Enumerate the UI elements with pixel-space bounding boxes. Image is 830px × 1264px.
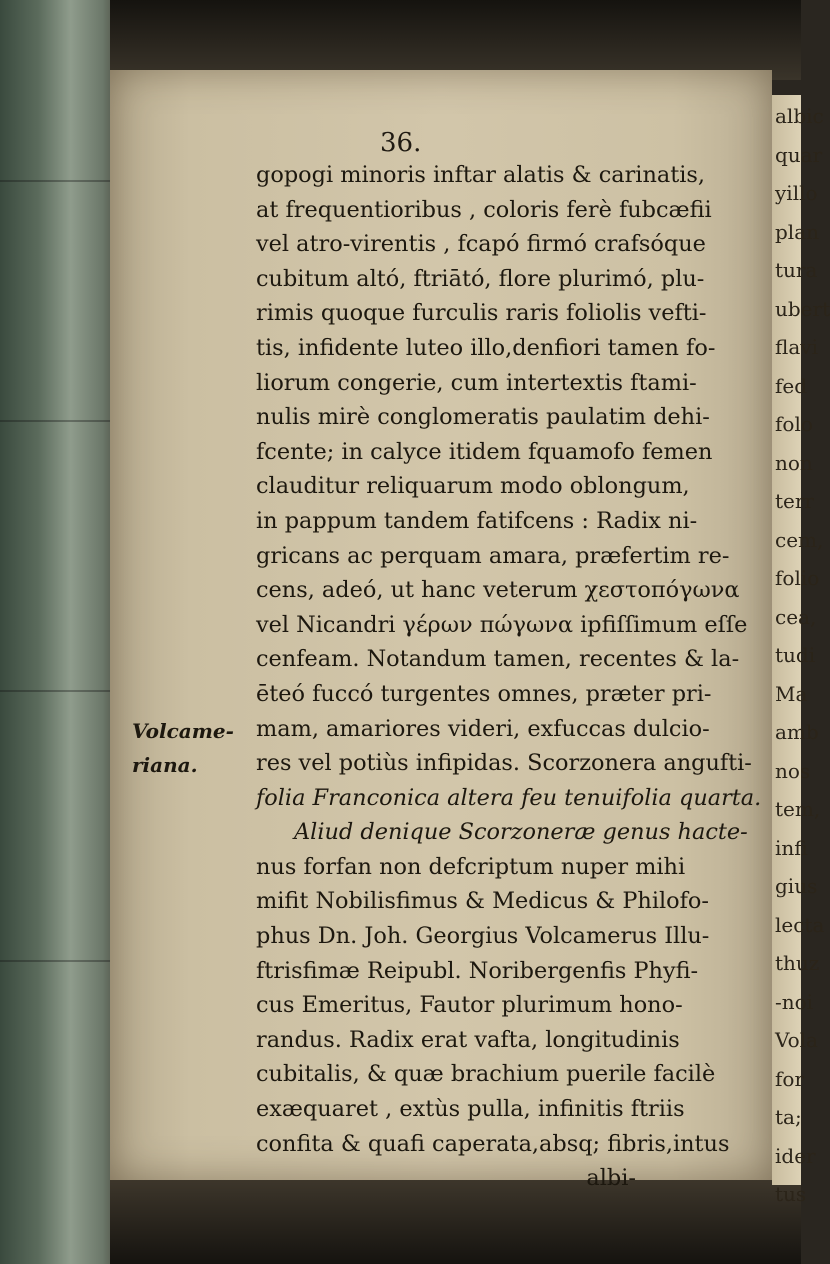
facing-page-fragments (772, 95, 830, 1214)
facing-page-fragment: ta; (775, 1105, 802, 1129)
text-line: rimis quoque furculis raris foliolis vefti- (256, 300, 707, 327)
marginal-note-line: Volcame- (132, 719, 234, 743)
facing-page-fragment: tura (775, 258, 818, 282)
facing-page-fragment: non (775, 450, 813, 475)
facing-page-fragment: tus (775, 1182, 807, 1206)
text-line: Aliud denique Scorzoneræ genus hacte- (294, 819, 748, 846)
body-text (256, 158, 762, 1196)
facing-page-fragment: terr (775, 489, 814, 513)
text-line: cubitum altó, ftriātó, flore plurimó, plu- (256, 265, 705, 292)
facing-page-fragment: -noi (775, 989, 814, 1014)
top-shadow (110, 0, 801, 80)
facing-page-fragment: Ma (775, 681, 808, 706)
facing-page-fragment: gius (775, 874, 818, 898)
text-line: cens, adeó, ut hanc veterum χεστοπόγωνα (256, 577, 740, 604)
text-line: ftrisfimæ Reipubl. Noribergenfis Phyfi- (256, 957, 699, 984)
text-line: gricans ac perquam amara, præfertim re- (256, 542, 730, 569)
text-line: fcente; in calyce itidem fquamofo femen (256, 438, 713, 465)
facing-page-fragment: ubert (775, 296, 830, 321)
text-line: in pappum tandem fatifcens : Radix ni- (256, 507, 698, 534)
facing-page-fragment: infi (775, 835, 808, 860)
catchword: albi- (586, 1165, 636, 1192)
facing-page-fragment: for (775, 1066, 805, 1091)
facing-page-fragment: cea, (775, 604, 817, 629)
text-line: vel Nicandri γέρων πώγωνα ipfiſſimum eſſe (256, 611, 748, 638)
text-line: phus Dn. Joh. Georgius Volcamerus Illu- (256, 923, 710, 950)
facing-page-fragment: quar (775, 142, 823, 167)
facing-page-fragment: folo (775, 412, 813, 436)
facing-page-fragment: lecta (775, 912, 825, 937)
facing-page-fragment: nos (775, 758, 811, 783)
text-line: res vel potiùs infipidas. Scorzonera angufti- (256, 750, 752, 777)
text-line: confita & quafi caperata,absq; fibris,intus (256, 1130, 730, 1157)
facing-page-fragment: thuz (775, 951, 820, 975)
text-line: at frequentioribus , coloris ferè fubcæfii (256, 196, 712, 223)
facing-page-fragment: fed (775, 373, 808, 398)
text-line: mifit Nobilisfimus & Medicus & Philofo- (256, 888, 709, 915)
facing-page-fragment: albic (775, 104, 824, 128)
text-line: vel atro-virentis , fcapó firmó crafsóque (256, 231, 706, 258)
text-line: nulis mirè conglomeratis paulatim dehi- (256, 404, 710, 431)
text-line: clauditur reliquarum modo oblongum, (256, 473, 690, 500)
facing-page-fragment: amb (775, 720, 819, 744)
facing-page-fragment: ider (775, 1143, 816, 1168)
facing-page-fragment: tem, (775, 797, 821, 821)
text-line: exæquaret , extùs pulla, infinitis ftriis (256, 1096, 685, 1123)
text-line: liorum congerie, cum intertextis ftami- (256, 369, 697, 396)
text-line: mam, amariores videri, exfuccas dulcio- (256, 715, 710, 742)
facing-page-fragment: yillo (775, 181, 818, 205)
facing-page-fragment: folio (775, 566, 820, 590)
facing-page-fragment: flavi (775, 335, 818, 359)
facing-page-fragment: cem, (775, 527, 824, 552)
text-line: tis, infidente luteo illo,denfiori tamen fo- (256, 334, 716, 361)
text-line: gopogi minoris inftar alatis & carinatis, (256, 162, 706, 188)
page-number: 36. (380, 128, 422, 158)
facing-page-edge (772, 95, 830, 1206)
text-line: cenfeam. Notandum tamen, recentes & la- (256, 646, 740, 673)
text-line: randus. Radix erat vafta, longitudinis (256, 1026, 680, 1053)
facing-page-fragment: plan (775, 219, 820, 244)
facing-page-fragment: Vola (775, 1028, 818, 1052)
marginal-note-line: riana. (132, 753, 198, 777)
text-line: folia Franconica altera feu tenuifolia quarta. (256, 784, 762, 811)
book-binding (0, 0, 128, 1264)
text-line: nus forfan non defcriptum nuper mihi (256, 853, 686, 880)
marginal-note (132, 714, 234, 782)
text-line: cus Emeritus, Fautor plurimum hono- (256, 992, 683, 1019)
text-line: cubitalis, & quæ brachium puerile facilè (256, 1061, 716, 1088)
text-line: ēteó fuccó turgentes omnes, præter pri- (256, 680, 712, 707)
facing-page-fragment: tudi (775, 643, 816, 667)
